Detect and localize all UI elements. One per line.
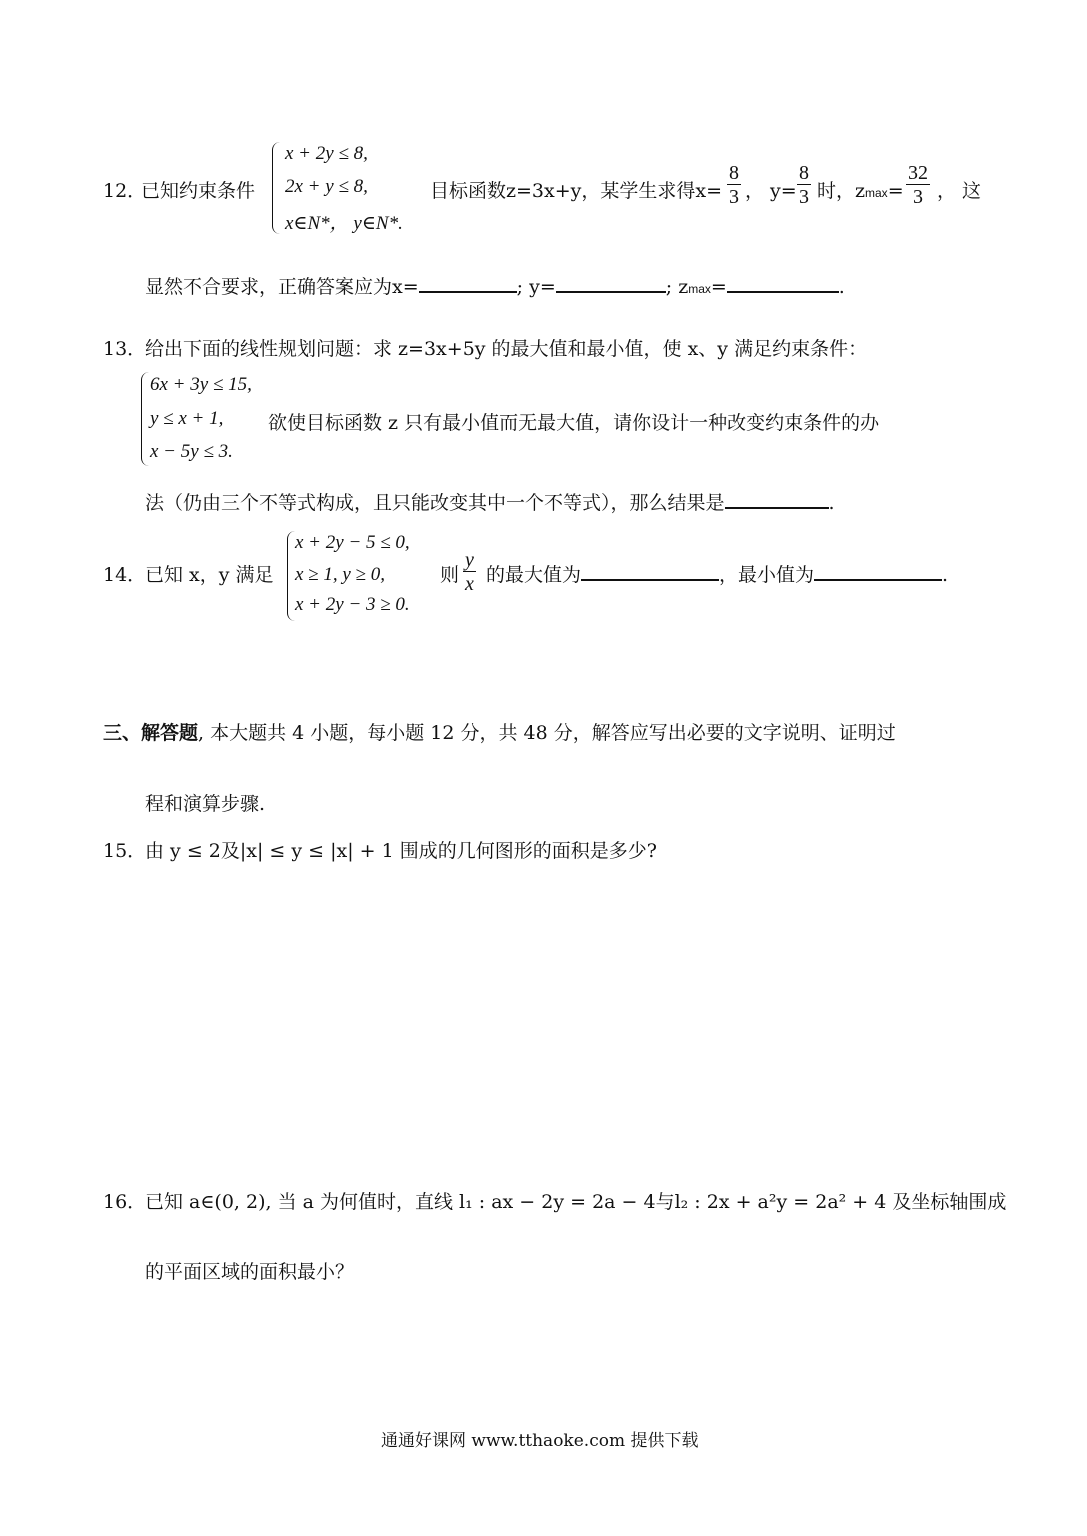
q12-number: 12． — [103, 180, 147, 202]
page-footer: 通通好课网 www.tthaoke.com 提供下载 — [381, 1431, 699, 1451]
q14-constraint-1: x + 2y − 5 ≤ 0, — [295, 532, 410, 553]
q14-blank-max[interactable] — [581, 563, 719, 581]
q15-number: 15． — [103, 840, 147, 862]
q12-constraint-3: x∈N*， y∈N*. — [285, 213, 403, 234]
q12-brace — [272, 142, 281, 234]
q14-intro: 已知 x，y 满足 — [145, 564, 274, 586]
q14-fraction-yx: $\frac{y}{x}$ — [465, 549, 474, 595]
q16-line2: 的平面区域的面积最小？ — [145, 1261, 355, 1283]
q12-blank-y[interactable] — [556, 275, 666, 293]
q12-blank-zmax[interactable] — [727, 275, 839, 293]
q13-constraint-1: 6x + 3y ≤ 15, — [150, 374, 252, 395]
q12-fraction-z: $\frac{32}{3}$ — [908, 162, 928, 208]
q12-intro: 已知约束条件 — [141, 180, 256, 202]
q14-constraint-3: x + 2y − 3 ≥ 0. — [295, 594, 410, 615]
q13-line1: 给出下面的线性规划问题：求 z=3x+5y 的最大值和最小值，使 x、y 满足约束条件： — [145, 338, 868, 360]
section3-heading — [103, 718, 896, 745]
q12-objective: 目标函数z=3x+y，某学生求得x= — [430, 180, 723, 202]
q12-shi-text: 时，zmax= — [817, 180, 904, 202]
q13-line2: 欲使目标函数 z 只有最小值而无最大值，请你设计一种改变约束条件的办 — [268, 412, 880, 434]
section3-desc-line2: 程和演算步骤. — [145, 793, 266, 815]
q16-line1: 已知 a∈(0, 2), 当 a 为何值时，直线 l₁ : ax − 2y = 2a − 4与l₂ : 2x + a²y = 2a² + 4 及坐标轴围成 — [145, 1191, 1007, 1213]
q13-number: 13． — [103, 338, 147, 360]
q12-answer-line: 显然不合要求，正确答案应为x= ; y= ; zmax= . — [145, 276, 845, 298]
q12-constraint-1: x + 2y ≤ 8, — [285, 143, 368, 164]
q13-line3: 法（仍由三个不等式构成，且只能改变其中一个不等式），那么结果是 . — [145, 492, 835, 514]
q12-fraction-y: $\frac{8}{3}$ — [799, 162, 809, 208]
q12-y-text: ， y= — [745, 180, 797, 202]
q14-blank-min[interactable] — [814, 563, 942, 581]
q13-blank[interactable] — [725, 491, 829, 509]
q13-constraint-3: x − 5y ≤ 3. — [150, 441, 233, 462]
q14-ze: 则 — [440, 564, 460, 586]
q12-tail: ， 这 — [937, 180, 982, 202]
q13-brace — [141, 372, 150, 466]
q12-blank-x[interactable] — [419, 275, 517, 293]
q12-fraction-x: $\frac{8}{3}$ — [729, 162, 739, 208]
q13-constraint-2: y ≤ x + 1, — [150, 408, 224, 429]
q16-number: 16． — [103, 1191, 147, 1213]
q14-constraint-2: x ≥ 1, y ≥ 0, — [295, 564, 385, 585]
section3-desc: , 本大题共 4 小题，每小题 12 分，共 48 分，解答应写出必要的文字说明、证明过 — [198, 722, 896, 744]
q14-max-line: 的最大值为 ，最小值为 . — [486, 564, 949, 586]
q14-number: 14． — [103, 564, 147, 586]
q12-constraint-2: 2x + y ≤ 8, — [285, 176, 368, 197]
q15-text: 由 y ≤ 2及|x| ≤ y ≤ |x| + 1 围成的几何图形的面积是多少? — [145, 840, 657, 862]
section3-title: 三、解答题 — [103, 722, 199, 744]
